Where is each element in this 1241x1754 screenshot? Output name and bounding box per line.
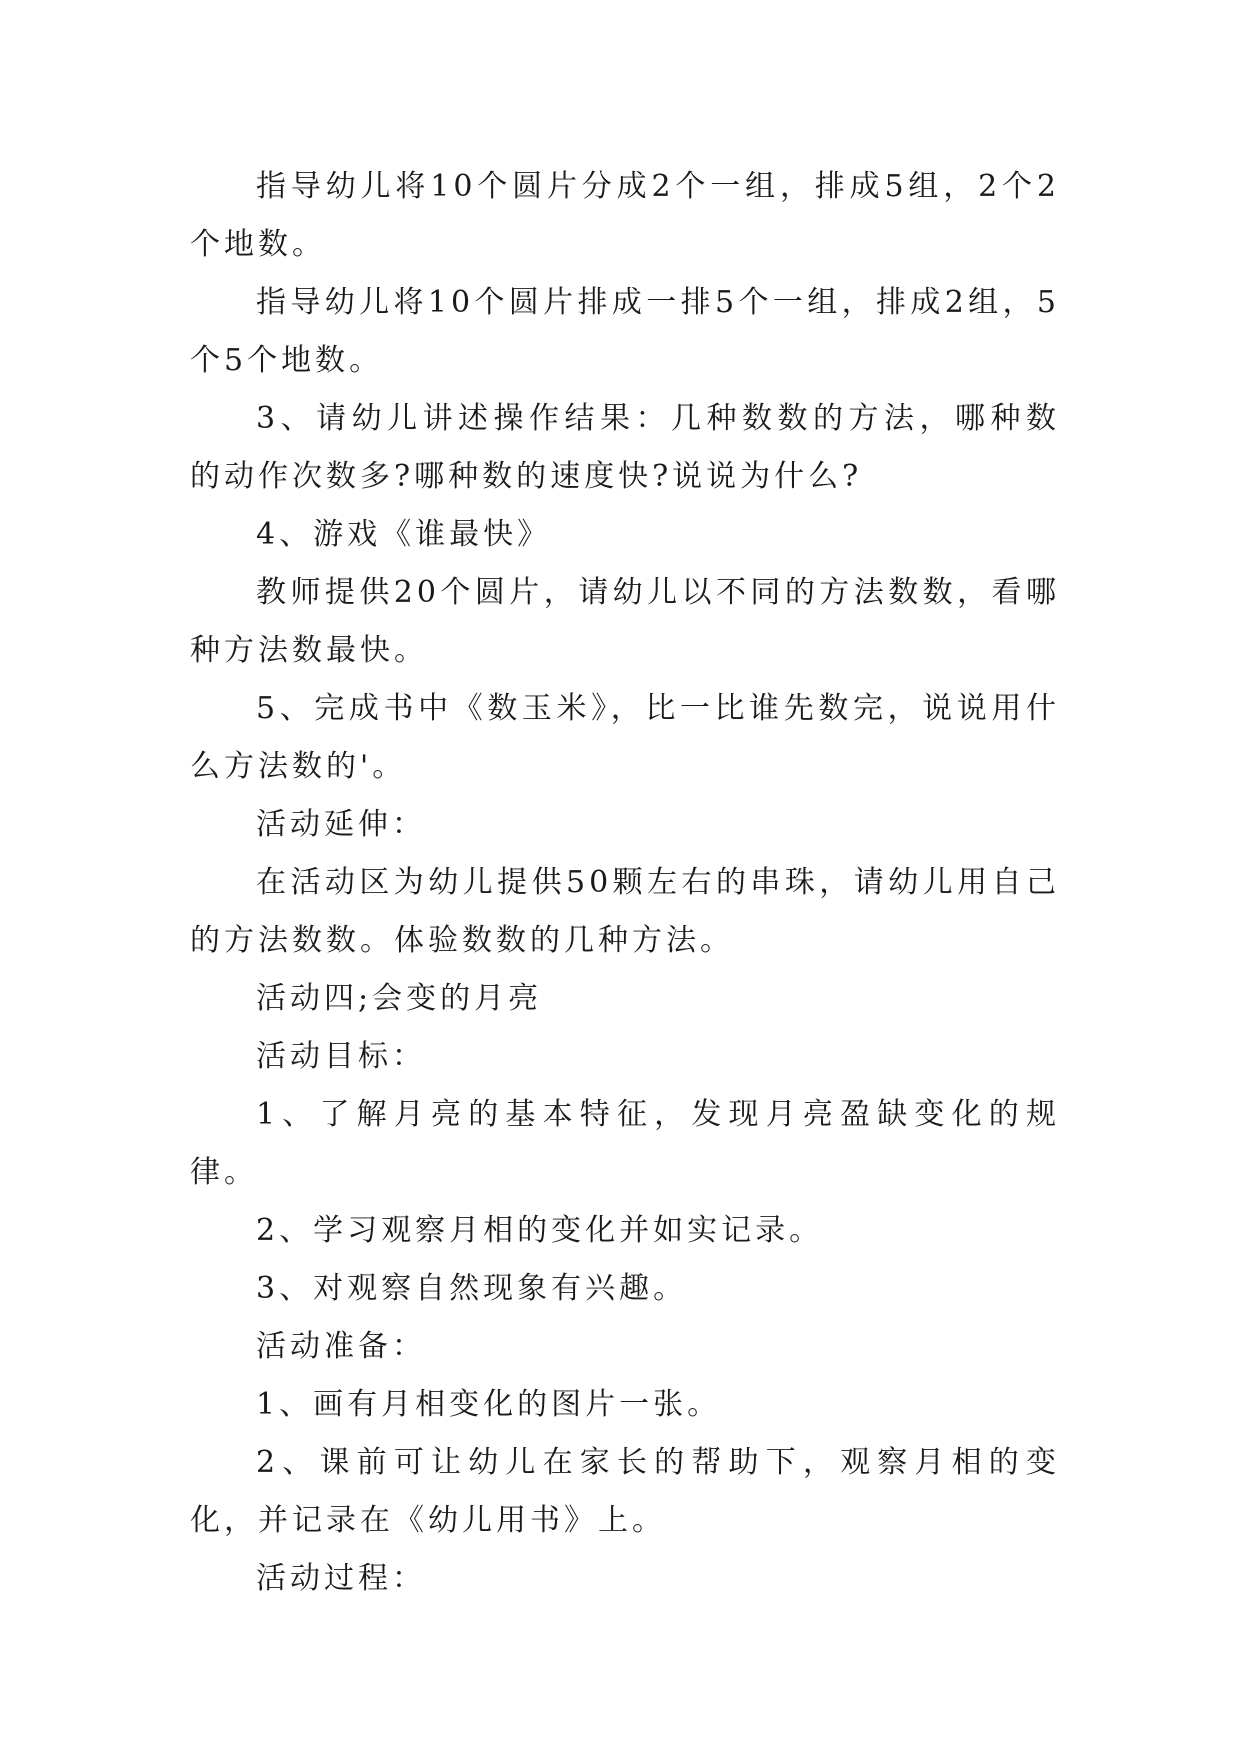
list-item: 3、对观察自然现象有兴趣。 xyxy=(256,1271,688,1306)
paragraph: 4、游戏《谁最快》 xyxy=(256,517,552,552)
list-item: 1、了解月亮的基本特征，发现月亮盈缺变化的规律。 xyxy=(190,1097,1060,1190)
list-item: 1、画有月相变化的图片一张。 xyxy=(256,1387,722,1422)
document-body xyxy=(190,158,1060,1608)
paragraph: 3、请幼儿讲述操作结果：几种数数的方法，哪种数的动作次数多?哪种数的速度快?说说为什么? xyxy=(190,401,1060,494)
section-heading: 活动四;会变的月亮 xyxy=(256,981,543,1016)
section-heading: 活动延伸： xyxy=(256,807,426,842)
list-item: 2、课前可让幼儿在家长的帮助下，观察月相的变化，并记录在《幼儿用书》上。 xyxy=(190,1445,1060,1538)
section-heading: 活动过程： xyxy=(256,1561,426,1596)
paragraph: 5、完成书中《数玉米》，比一比谁先数完，说说用什么方法数的'。 xyxy=(190,691,1060,784)
section-heading: 活动准备： xyxy=(256,1329,426,1364)
paragraph: 指导幼儿将10个圆片排成一排5个一组，排成2组，5个5个地数。 xyxy=(190,285,1060,378)
paragraph: 在活动区为幼儿提供50颗左右的串珠，请幼儿用自己的方法数数。体验数数的几种方法。 xyxy=(190,865,1060,958)
section-heading: 活动目标： xyxy=(256,1039,426,1074)
paragraph: 教师提供20个圆片，请幼儿以不同的方法数数，看哪种方法数最快。 xyxy=(190,575,1060,668)
paragraph: 指导幼儿将10个圆片分成2个一组，排成5组，2个2个地数。 xyxy=(190,169,1060,262)
list-item: 2、学习观察月相的变化并如实记录。 xyxy=(256,1213,824,1248)
